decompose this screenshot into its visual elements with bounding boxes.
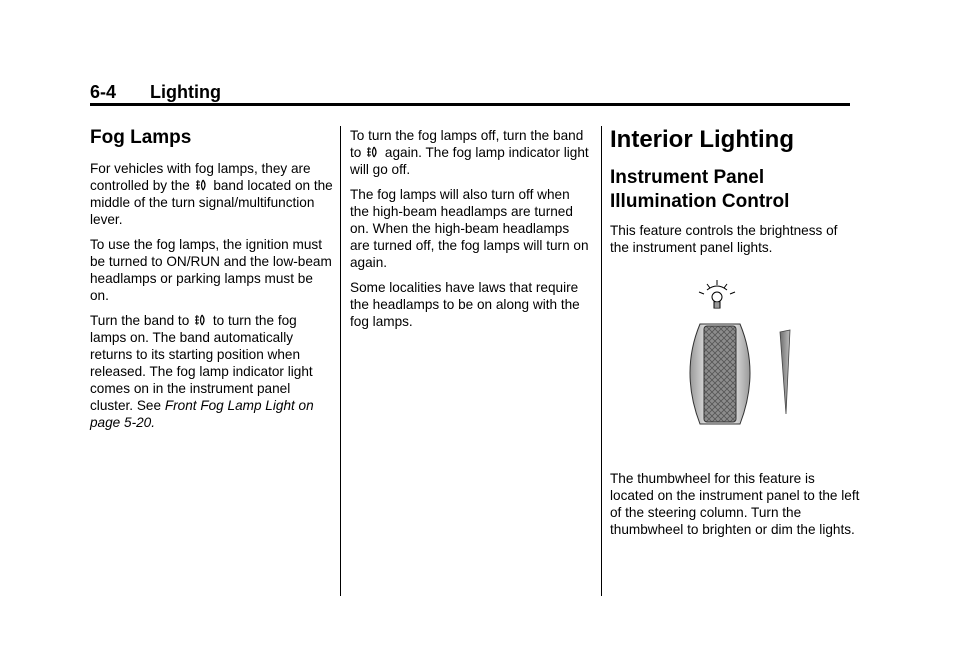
column-2 (350, 127, 592, 338)
fog-lamp-icon (194, 313, 208, 327)
instrument-panel-heading: Instrument Panel Illumination Control (610, 167, 790, 212)
light-bulb-icon (699, 280, 735, 308)
paragraph: Some localities have laws that require the headlamps to be on along with the fog lamps. (350, 280, 580, 329)
text: to turn the fog lamps on. The band automatically returns to its starting position when released. The fog lamp indicator light comes on in the instrument panel cluster. See (90, 313, 313, 413)
paragraph (90, 160, 335, 228)
header-rule (90, 103, 850, 106)
paragraph (350, 127, 592, 178)
text: Turn the band to (90, 313, 190, 328)
fog-lamp-icon (366, 145, 380, 159)
interior-lighting-heading: Interior Lighting (610, 126, 794, 153)
paragraph: This feature controls the brightness of the instrument panel lights. (610, 223, 838, 255)
column-1 (90, 126, 335, 439)
paragraph: The fog lamps will also turn off when the high-beam headlamps are turned on. When the high-beam headlamps are turned off, the fog lamps will turn on again. (350, 187, 589, 270)
text: band located on the middle of the turn signal/multifunction lever. (90, 178, 333, 227)
text: To turn the fog lamps off, turn the band to (350, 128, 584, 160)
column-3 (610, 126, 860, 546)
paragraph (90, 312, 335, 431)
fog-lamps-heading: Fog Lamps (90, 127, 192, 148)
brightness-wedge (780, 330, 790, 414)
section-title: Lighting (150, 82, 221, 102)
cross-reference-link[interactable]: Front Fog Lamp Light on page 5-20. (90, 398, 314, 430)
thumbwheel-figure (610, 272, 860, 462)
paragraph: To use the fog lamps, the ignition must be turned to ON/RUN and the low-beam headlamps or parking lamps must be on. (90, 237, 332, 303)
text: again. The fog lamp indicator light will go off. (350, 145, 589, 177)
fog-lamp-icon (195, 178, 209, 192)
thumbwheel-illustration (610, 272, 860, 462)
text: For vehicles with fog lamps, they are controlled by the (90, 161, 311, 193)
page-number: 6-4 (90, 82, 117, 102)
column-divider (601, 126, 602, 596)
paragraph: The thumbwheel for this feature is located on the instrument panel to the left of the steering column. Turn the thumbwheel to brighten or dim the lights. (610, 471, 860, 537)
thumbwheel (690, 324, 750, 424)
column-divider (340, 126, 341, 596)
